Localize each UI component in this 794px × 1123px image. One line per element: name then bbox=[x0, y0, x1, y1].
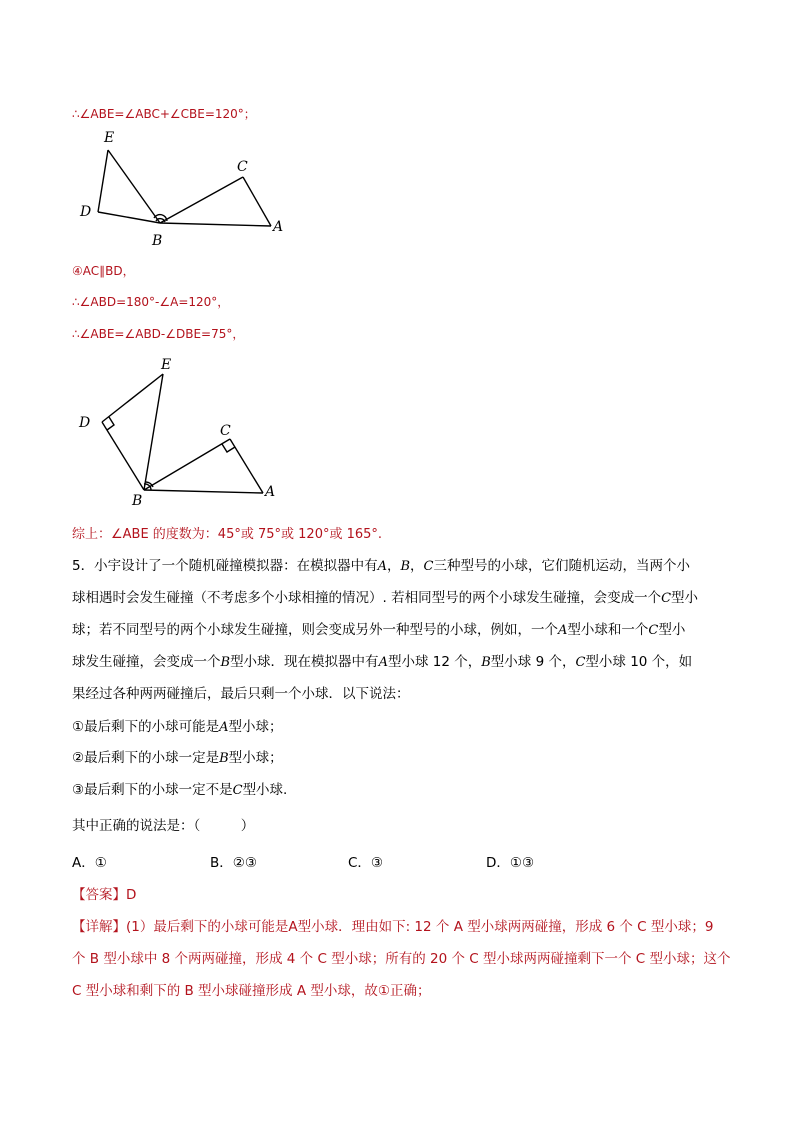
fig1-edge-db bbox=[98, 212, 160, 223]
detail-tag: 【详解】 bbox=[72, 919, 126, 935]
fig2-right-angle-d bbox=[107, 417, 114, 430]
fig2-label-e: E bbox=[161, 357, 172, 373]
q5-statement-2: ②最后剩下的小球一定是B型小球； bbox=[72, 750, 283, 766]
q5-line-1: 5．小宇设计了一个随机碰撞模拟器：在模拟器中有A，B，C三种型号的小球，它们随机运动，当两个小 bbox=[72, 558, 690, 574]
solution-summary: 综上：∠ABE 的度数为：45°或 75°或 120°或 165°. bbox=[72, 527, 383, 542]
fig1-edge-bc bbox=[160, 177, 243, 223]
fig2-edge-ba bbox=[144, 490, 263, 493]
q5-answer bbox=[72, 885, 136, 905]
fig1-label-e: E bbox=[104, 130, 115, 146]
fig2-label-c: C bbox=[220, 423, 231, 439]
q5-question: 其中正确的说法是：（ ） bbox=[72, 818, 255, 834]
q5-detail-line-2: 个 B 型小球中 8 个两两碰撞，形成 4 个 C 型小球；所有的 20 个 C 型小球两两碰撞剩下一个 C 型小球；这个 bbox=[72, 951, 731, 967]
fig1-edge-eb bbox=[108, 150, 160, 223]
fig2-edge-db bbox=[102, 422, 144, 490]
fig2-edge-eb bbox=[144, 374, 163, 490]
q5-option-a[interactable]: A．① bbox=[72, 855, 107, 871]
figure-case-4 bbox=[70, 352, 300, 512]
q5-statement-3: ③最后剩下的小球一定不是C型小球. bbox=[72, 782, 288, 798]
fig1-label-c: C bbox=[237, 159, 248, 175]
fig1-edge-ed bbox=[98, 150, 108, 212]
q5-option-d[interactable]: D．①③ bbox=[486, 855, 535, 871]
q5-detail-line-1: 【详解】(1）最后剩下的小球可能是A型小球．理由如下: 12 个 A 型小球两两碰撞，形成 6 个 C 型小球；9 bbox=[72, 919, 714, 935]
q5-option-b[interactable]: B．②③ bbox=[210, 855, 257, 871]
fig1-edge-ca bbox=[243, 177, 271, 226]
fig1-label-a: A bbox=[273, 219, 284, 235]
q5-line-4: 球发生碰撞，会变成一个B型小球．现在模拟器中有A型小球 12 个，B型小球 9 个，C型小球 10 个，如 bbox=[72, 654, 693, 670]
fig2-label-a: A bbox=[265, 484, 276, 500]
q5-line-3: 球；若不同型号的两个小球发生碰撞，则会变成另外一种型号的小球，例如，一个A型小球和一个C型小 bbox=[72, 622, 686, 638]
answer-value: D bbox=[126, 887, 137, 903]
solution-line-abd: ∴∠ABD=180°-∠A=120°， bbox=[72, 295, 230, 309]
q5-line-5: 果经过各种两两碰撞后，最后只剩一个小球．以下说法： bbox=[72, 686, 410, 702]
q5-statement-1: ①最后剩下的小球可能是A型小球； bbox=[72, 719, 283, 735]
fig1-edge-ba bbox=[160, 223, 271, 226]
solution-line-abe-120: ∴∠ABE=∠ABC+∠CBE=120°； bbox=[72, 107, 256, 121]
q5-option-c[interactable]: C．③ bbox=[348, 855, 384, 871]
q5-detail-line-3: C 型小球和剩下的 B 型小球碰撞形成 A 型小球，故①正确； bbox=[72, 983, 431, 999]
fig2-edge-ed bbox=[102, 374, 163, 422]
figure-case-3 bbox=[70, 125, 300, 250]
answer-tag: 【答案】 bbox=[72, 887, 126, 903]
solution-line-abe-75: ∴∠ABE=∠ABD-∠DBE=75°， bbox=[72, 327, 245, 341]
solution-case-4: ④AC∥BD， bbox=[72, 264, 135, 278]
fig2-label-d: D bbox=[79, 415, 91, 431]
q5-line-2: 球相遇时会发生碰撞（不考虑多个小球相撞的情况）. 若相同型号的两个小球发生碰撞，会变成一个C型小 bbox=[72, 590, 699, 606]
fig1-label-b: B bbox=[152, 233, 163, 249]
fig1-label-d: D bbox=[80, 204, 92, 220]
fig2-edge-bc bbox=[144, 439, 230, 490]
fig2-label-b: B bbox=[132, 493, 143, 509]
